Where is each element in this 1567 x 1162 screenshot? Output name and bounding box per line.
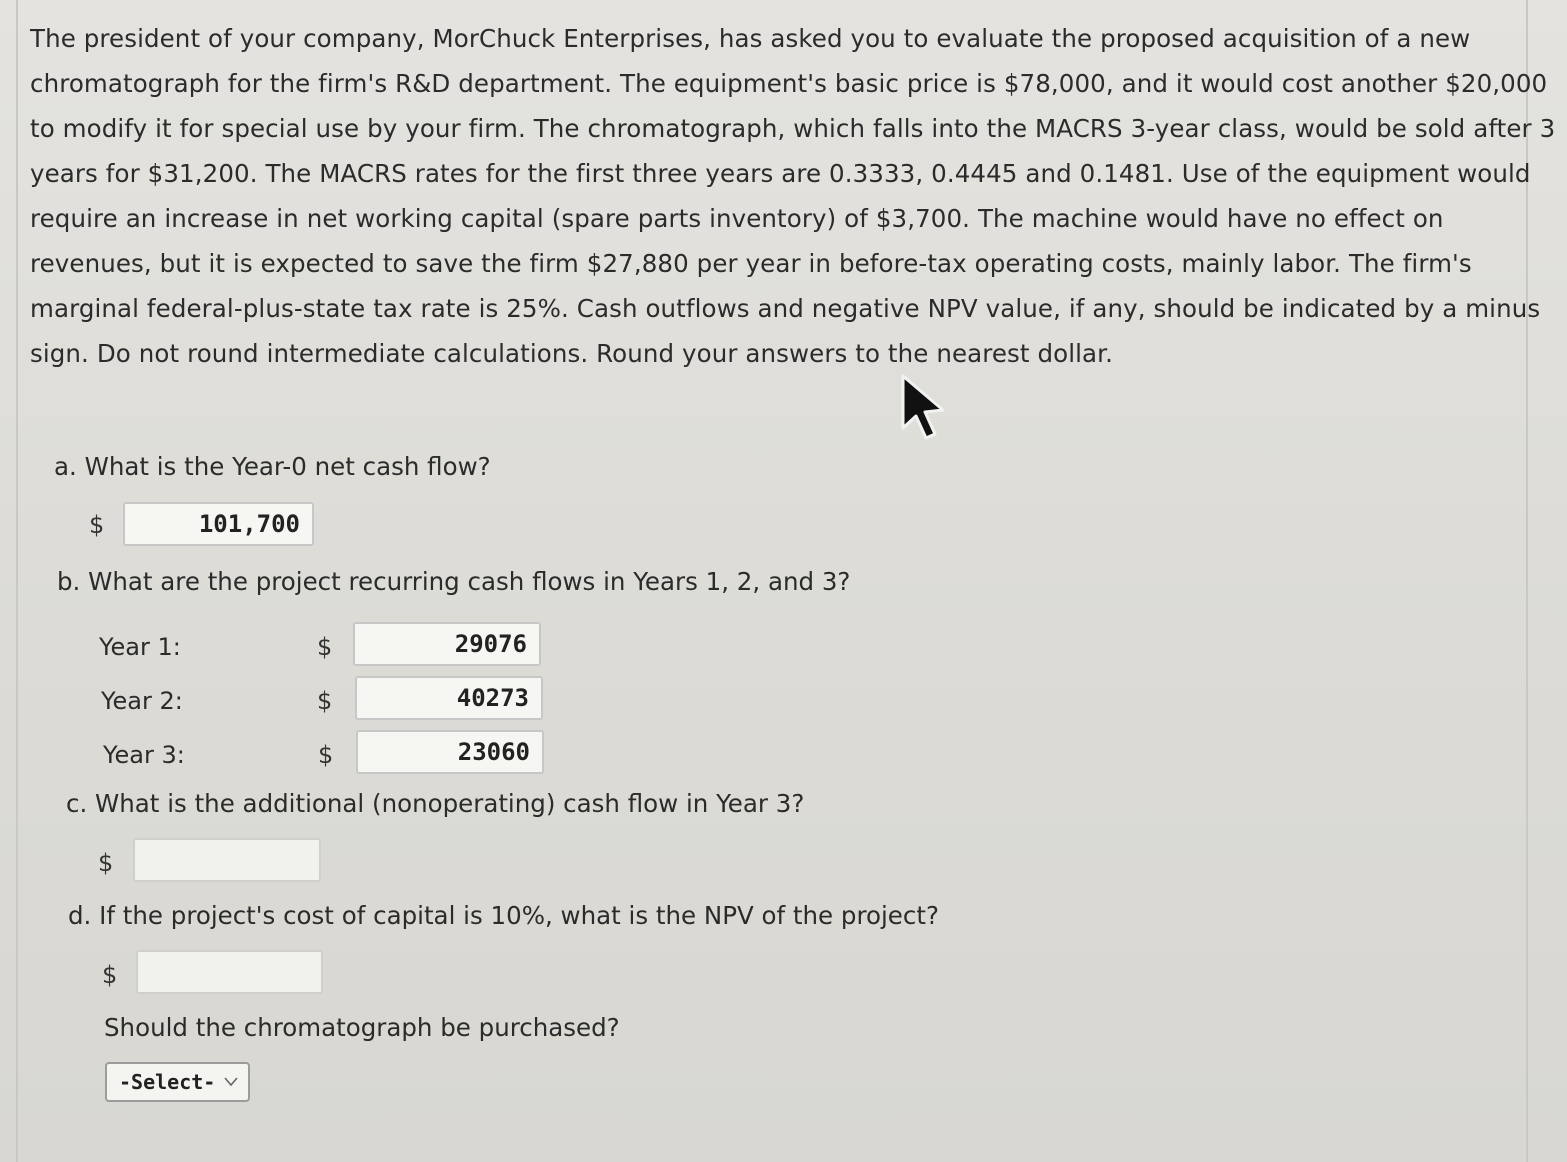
- part-c-currency: $: [98, 849, 114, 877]
- year2-currency: $: [317, 687, 333, 715]
- chevron-down-icon: [224, 1074, 238, 1088]
- year2-cash-flow-input[interactable]: 40273: [355, 676, 543, 720]
- year3-cash-flow-input[interactable]: 23060: [356, 730, 544, 774]
- year0-cash-flow-input[interactable]: 101,700: [123, 502, 314, 546]
- year3-label: Year 3:: [103, 741, 185, 769]
- select-value: -Select-: [119, 1070, 216, 1094]
- purchase-question: Should the chromatograph be purchased?: [104, 1013, 620, 1042]
- part-c-question: c. What is the additional (nonoperating) cash flow in Year 3?: [66, 789, 805, 818]
- problem-statement: The president of your company, MorChuck Enterprises, has asked you to evaluate the proposed acquisition of a new chromatograph for the firm's R&D department. The equipment's basic price is $78,000, and it would cost another $20,000 to modify it for special use by your firm. The chromatograph, which falls into the MACRS 3-year class, would be sold after 3 years for $31,200. The MACRS rates for the first three years are 0.3333, 0.4445 and 0.1481. Use of the equipment would require an increase in net working capital (spare parts inventory) of $3,700. The machine would have no effect on revenues, but it is expected to save the firm $27,880 per year in before-tax operating costs, mainly labor. The firm's marginal federal-plus-state tax rate is 25%. Cash outflows and negative NPV value, if any, should be indicated by a minus sign. Do not round intermediate calculations. Round your answers to the nearest dollar.: [30, 24, 1556, 368]
- npv-input[interactable]: [136, 950, 323, 994]
- mouse-pointer-icon: [895, 372, 951, 446]
- part-a-question: a. What is the Year-0 net cash flow?: [54, 452, 491, 481]
- part-a-currency: $: [89, 511, 105, 539]
- year1-cash-flow-input[interactable]: 29076: [353, 622, 541, 666]
- purchase-decision-select[interactable]: [105, 1062, 250, 1102]
- year3-currency: $: [318, 741, 334, 769]
- year1-currency: $: [317, 633, 333, 661]
- year2-label: Year 2:: [101, 687, 183, 715]
- year1-label: Year 1:: [99, 633, 181, 661]
- part-d-question: d. If the project's cost of capital is 10%, what is the NPV of the project?: [68, 901, 939, 930]
- part-d-currency: $: [102, 961, 118, 989]
- nonoperating-cash-flow-input[interactable]: [133, 838, 321, 882]
- part-b-question: b. What are the project recurring cash flows in Years 1, 2, and 3?: [57, 567, 851, 596]
